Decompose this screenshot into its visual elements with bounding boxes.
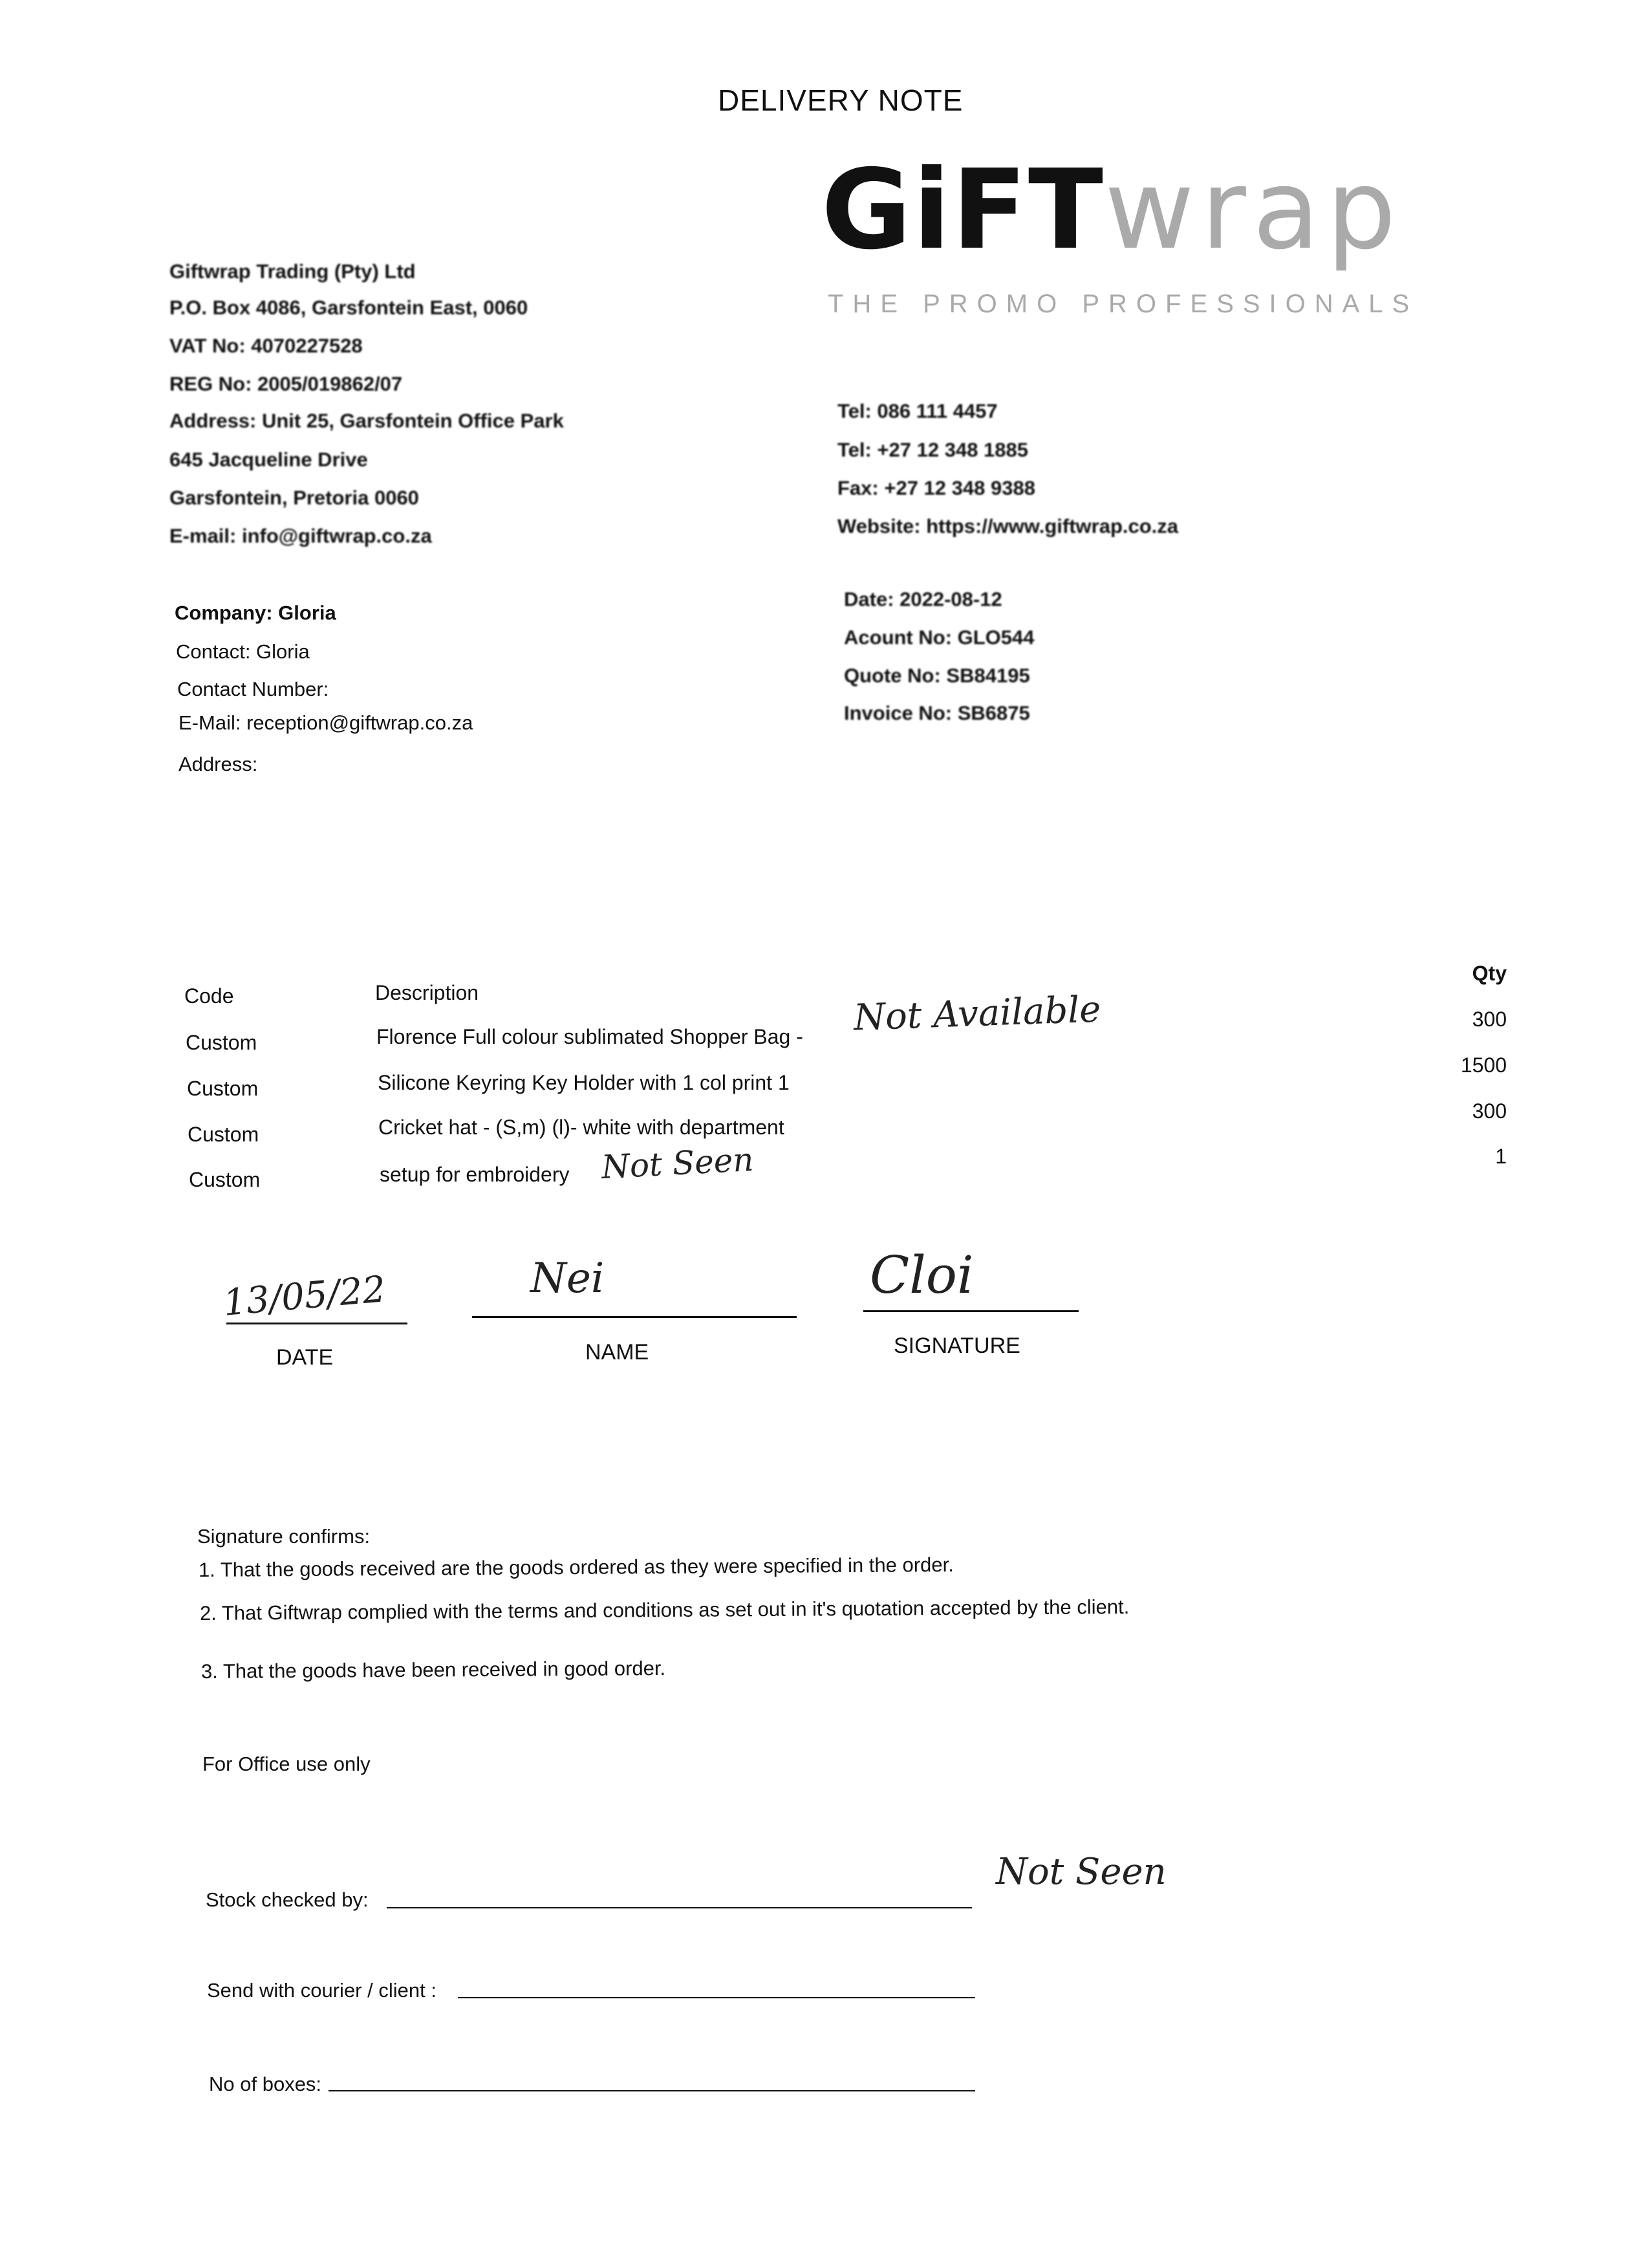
contact-tel-1: Tel: 086 111 4457 [837, 400, 998, 422]
logo-light-part: wrap [1104, 146, 1403, 274]
customer-address: Address: [178, 753, 258, 775]
handwritten-signature: Cloi [870, 1245, 974, 1305]
stock-checked-label: Stock checked by: [206, 1888, 369, 1911]
meta-quote: Quote No: SB84195 [844, 664, 1030, 687]
confirm-item-1: 1. That the goods received are the goods ordered as they were specified in the order. [198, 1553, 954, 1581]
table-row-1-code: Custom [186, 1031, 257, 1054]
logo-bold-part: GiFT [821, 146, 1105, 274]
table-row-3-code: Custom [188, 1123, 259, 1146]
signature-line [863, 1310, 1079, 1312]
name-line [472, 1316, 797, 1318]
company-address-1: Address: Unit 25, Garsfontein Office Park [169, 409, 564, 432]
table-header-qty: Qty [1472, 962, 1507, 985]
company-po-box: P.O. Box 4086, Garsfontein East, 0060 [169, 296, 528, 319]
table-header-code: Code [184, 984, 234, 1008]
send-with-label: Send with courier / client : [207, 1979, 436, 2002]
table-row-4-code: Custom [189, 1168, 261, 1191]
table-row-3-qty: 300 [1472, 1099, 1507, 1123]
handwritten-date: 13/05/22 [221, 1268, 387, 1324]
contact-tel-2: Tel: +27 12 348 1885 [837, 438, 1029, 461]
contact-website: Website: https://www.giftwrap.co.za [837, 515, 1179, 537]
company-address-2: 645 Jacqueline Drive [169, 448, 368, 471]
customer-email: E-Mail: reception@giftwrap.co.za [178, 711, 473, 734]
company-address-3: Garsfontein, Pretoria 0060 [169, 486, 419, 509]
meta-account: Acount No: GLO544 [844, 626, 1035, 649]
stock-checked-line [387, 1907, 972, 1908]
company-email: E-mail: info@giftwrap.co.za [169, 524, 432, 547]
table-row-2-code: Custom [187, 1077, 259, 1100]
table-row-4-description: setup for embroidery [380, 1163, 570, 1186]
confirm-item-3: 3. That the goods have been received in good order. [200, 1656, 666, 1683]
handwritten-not-seen-stock: Not Seen [996, 1851, 1167, 1893]
meta-date: Date: 2022-08-12 [844, 588, 1002, 610]
date-label: DATE [276, 1345, 334, 1370]
table-row-2-description: Silicone Keyring Key Holder with 1 col print 1 [378, 1071, 790, 1094]
page-title: DELIVERY NOTE [718, 83, 964, 117]
customer-contact: Contact: Gloria [176, 640, 310, 663]
table-row-2-qty: 1500 [1460, 1053, 1507, 1077]
date-line [226, 1323, 407, 1324]
office-heading: For Office use only [202, 1753, 371, 1775]
logo-tagline: THE PROMO PROFESSIONALS [828, 290, 1419, 318]
customer-company: Company: Gloria [175, 601, 336, 624]
send-with-line [458, 1997, 975, 1998]
giftwrap-logo [821, 146, 1403, 274]
signature-label: SIGNATURE [894, 1334, 1020, 1358]
confirm-heading: Signature confirms: [197, 1525, 371, 1548]
contact-fax: Fax: +27 12 348 9388 [837, 477, 1035, 499]
company-vat: VAT No: 4070227528 [169, 334, 363, 357]
table-row-1-description: Florence Full colour sublimated Shopper Bag - [376, 1025, 803, 1048]
meta-invoice: Invoice No: SB6875 [844, 702, 1030, 724]
confirm-item-2: 2. That Giftwrap complied with the terms and conditions as set out in it's quotation accepted by the client. [199, 1595, 1130, 1625]
table-row-1-qty: 300 [1472, 1008, 1507, 1031]
company-reg: REG No: 2005/019862/07 [169, 373, 403, 395]
handwritten-name: Nei [530, 1255, 605, 1302]
company-name: Giftwrap Trading (Pty) Ltd [169, 260, 416, 283]
table-row-4-qty: 1 [1495, 1145, 1507, 1168]
boxes-label: No of boxes: [209, 2073, 322, 2095]
handwritten-not-available: Not Available [852, 988, 1102, 1039]
table-row-3-description: Cricket hat - (S,m) (l)- white with department [378, 1116, 784, 1139]
customer-contact-number: Contact Number: [177, 678, 329, 700]
boxes-line [329, 2090, 975, 2091]
handwritten-not-seen-row: Not Seen [600, 1140, 755, 1187]
table-header-description: Description [375, 981, 479, 1004]
name-label: NAME [585, 1340, 649, 1365]
